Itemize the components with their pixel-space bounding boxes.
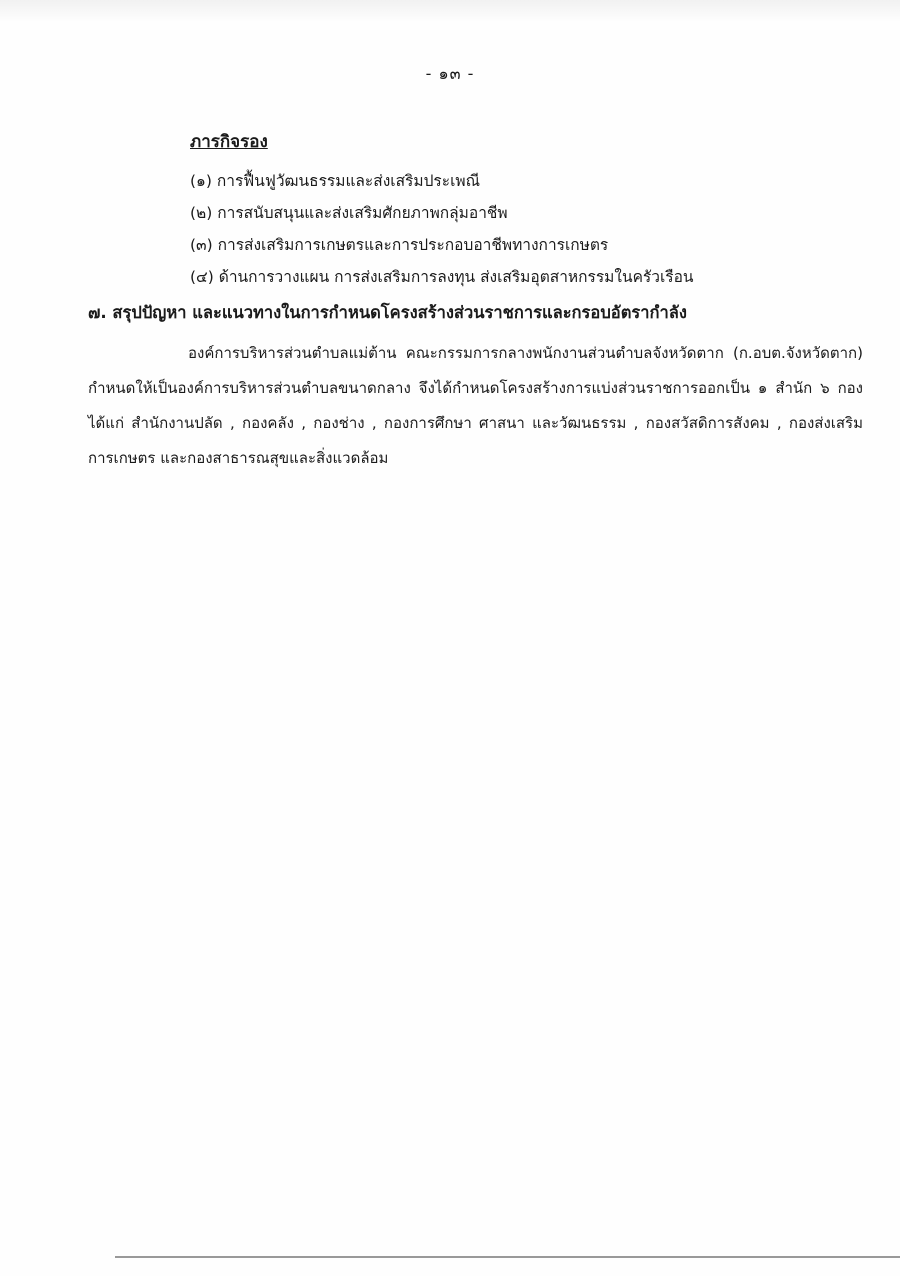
scan-bottom-edge bbox=[115, 1256, 900, 1258]
secondary-duties-section bbox=[190, 128, 810, 293]
section-7-paragraph: องค์การบริหารส่วนตำบลแม่ต้าน คณะกรรมการกลางพนักงานส่วนตำบลจังหวัดตาก (ก.อบต.จังหวัดตาก) กำหนดให้เป็นองค์การบริหารส่วนตำบลขนาดกลาง จึงได้กำหนดโครงสร้างการแบ่งส่วนราชการออกเป็น ๑ สำนัก ๖ กอง ได้แก่ สำนักงานปลัด , กองคลัง , กองช่าง , กองการศึกษา ศาสนา และวัฒนธรรม , กองสวัสดิการสังคม , กองส่งเสริมการเกษตร และกองสาธารณสุขและสิ่งแวดล้อม bbox=[88, 344, 863, 467]
secondary-duties-title: ภารกิจรอง bbox=[190, 132, 268, 152]
section-7-heading: ๗. สรุปปัญหา และแนวทางในการกำหนดโครงสร้างส่วนราชการและกรอบอัตรากำลัง bbox=[88, 303, 687, 322]
duty-item: (๓) การส่งเสริมการเกษตรและการประกอบอาชีพทางการเกษตร bbox=[190, 236, 609, 254]
scan-shadow bbox=[0, 0, 900, 22]
section-7 bbox=[88, 300, 863, 476]
duty-list bbox=[190, 165, 810, 293]
duty-item: (๒) การสนับสนุนและส่งเสริมศักยภาพกลุ่มอาชีพ bbox=[190, 204, 508, 222]
page-number: - ๑๓ - bbox=[425, 64, 475, 83]
duty-item: (๑) การฟื้นฟูวัฒนธรรมและส่งเสริมประเพณี bbox=[190, 172, 480, 190]
duty-item: (๔) ด้านการวางแผน การส่งเสริมการลงทุน ส่งเสริมอุตสาหกรรมในครัวเรือน bbox=[190, 268, 694, 286]
